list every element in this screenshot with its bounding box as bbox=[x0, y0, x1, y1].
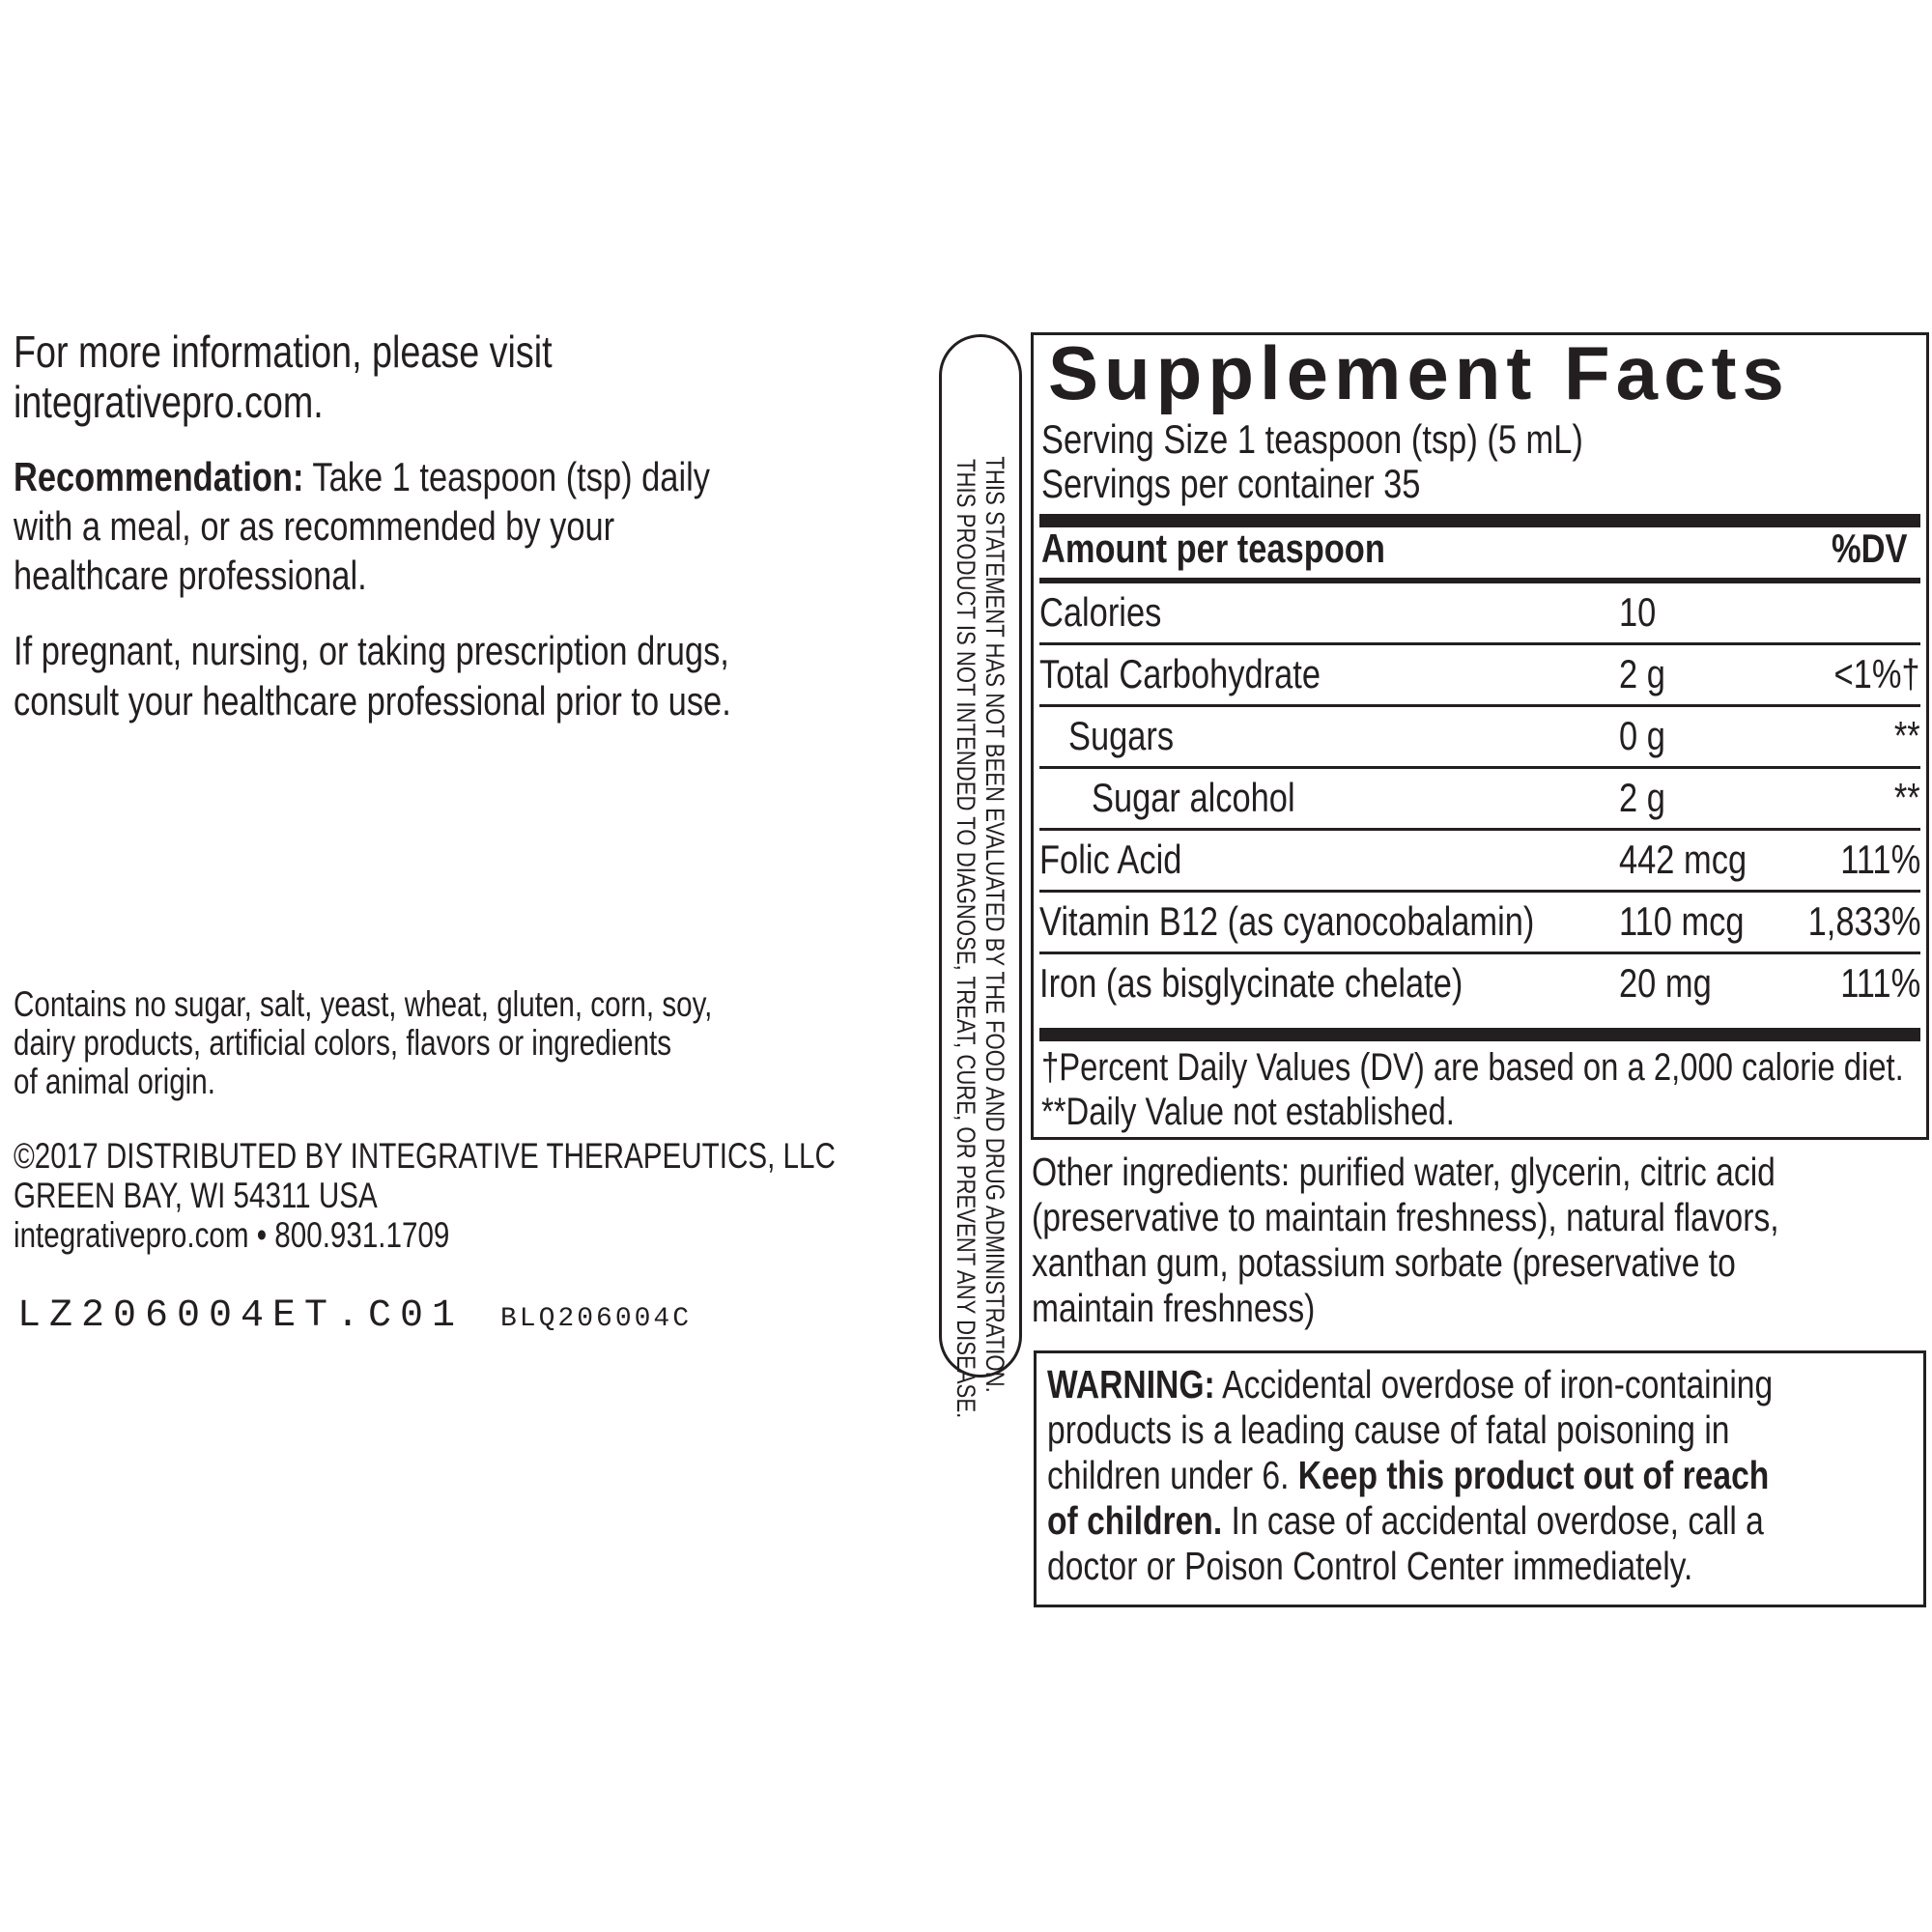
warning-line-3: children under 6. bbox=[1047, 1453, 1298, 1497]
nutrient-amount: 442 mcg bbox=[1619, 837, 1747, 882]
disclaimer-line-2: THIS PRODUCT IS NOT INTENDED TO DIAGNOSE, TREAT, CURE, OR PREVENT ANY DISEASE. bbox=[952, 459, 980, 1419]
nutrient-amount: 20 mg bbox=[1619, 960, 1712, 1006]
serving-size: Serving Size 1 teaspoon (tsp) (5 mL) bbox=[1041, 416, 1583, 462]
warning-line-1: Accidental overdose of iron-containing bbox=[1214, 1362, 1774, 1406]
nutrient-amount: 2 g bbox=[1619, 775, 1665, 820]
nutrient-name: Iron (as bisglycinate chelate) bbox=[1039, 960, 1463, 1006]
contains-line-1: Contains no sugar, salt, yeast, wheat, gluten, corn, soy, bbox=[14, 984, 713, 1024]
nutrient-table bbox=[1039, 583, 1920, 1016]
disclaimer-line-1: THIS STATEMENT HAS NOT BEEN EVALUATED BY THE FOOD AND DRUG ADMINISTRATION. bbox=[980, 456, 1009, 1393]
footnote-not-established: **Daily Value not established. bbox=[1041, 1091, 1455, 1133]
nutrient-row bbox=[1039, 831, 1920, 893]
footnote-dv: †Percent Daily Values (DV) are based on a 2,000 calorie diet. bbox=[1041, 1046, 1904, 1089]
nutrient-row bbox=[1039, 769, 1920, 831]
nutrient-row bbox=[1039, 707, 1920, 769]
warning-line-5: doctor or Poison Control Center immediately. bbox=[1047, 1544, 1693, 1588]
nutrient-daily-value: 111% bbox=[1840, 960, 1920, 1006]
nutrient-name: Calories bbox=[1039, 589, 1162, 635]
other-line-3: xanthan gum, potassium sorbate (preservative to bbox=[1032, 1240, 1736, 1285]
reco-line-1: Take 1 teaspoon (tsp) daily bbox=[303, 454, 710, 499]
preg-line-2: consult your healthcare professional prior to use. bbox=[14, 678, 731, 724]
nutrient-name: Vitamin B12 (as cyanocobalamin) bbox=[1039, 898, 1535, 944]
nutrient-name: Sugars bbox=[1068, 713, 1175, 758]
warning-line-4: In case of accidental overdose, call a bbox=[1222, 1498, 1764, 1543]
amount-header: Amount per teaspoon bbox=[1041, 526, 1385, 571]
nutrient-amount: 0 g bbox=[1619, 713, 1665, 758]
preg-line-1: If pregnant, nursing, or taking prescription drugs, bbox=[14, 628, 729, 673]
fda-disclaimer bbox=[952, 354, 1009, 1419]
other-line-4: maintain freshness) bbox=[1032, 1286, 1316, 1330]
reco-line-2: with a meal, or as recommended by your bbox=[14, 503, 615, 549]
warning-keep-away-b: of children. bbox=[1047, 1498, 1223, 1543]
other-ingredients bbox=[1032, 1150, 1932, 1331]
nutrient-amount: 10 bbox=[1619, 589, 1657, 635]
distributor-info bbox=[14, 1136, 1041, 1255]
dist-line-1: ©2017 DISTRIBUTED BY INTEGRATIVE THERAPEUTICS, LLC bbox=[14, 1136, 836, 1176]
lot-code: LZ206004ET.C01 bbox=[17, 1294, 465, 1338]
serving-info bbox=[1041, 417, 1702, 506]
recommendation-label: Recommendation: bbox=[14, 454, 304, 499]
dist-line-3: integrativepro.com • 800.931.1709 bbox=[14, 1215, 450, 1255]
warning-line-2: products is a leading cause of fatal poisoning in bbox=[1047, 1407, 1730, 1452]
nutrient-amount: 2 g bbox=[1619, 651, 1665, 696]
warning-keep-away-a: Keep this product out of reach bbox=[1297, 1453, 1770, 1497]
contains-line-2: dairy products, artificial colors, flavors or ingredients bbox=[14, 1023, 672, 1063]
nutrient-row bbox=[1039, 583, 1920, 645]
pregnancy-caution bbox=[14, 626, 889, 726]
warning-label: WARNING: bbox=[1047, 1362, 1215, 1406]
facts-footnotes bbox=[1041, 1045, 1932, 1134]
nutrient-name: Folic Acid bbox=[1039, 837, 1182, 882]
servings-per-container: Servings per container 35 bbox=[1041, 461, 1421, 506]
contains-line-3: of animal origin. bbox=[14, 1062, 215, 1101]
batch-code: BLQ206004C bbox=[500, 1304, 693, 1334]
info-line-2: integrativepro.com. bbox=[14, 377, 324, 427]
nutrient-row bbox=[1039, 893, 1920, 954]
nutrient-daily-value: 1,833% bbox=[1807, 898, 1920, 944]
thick-divider-bottom bbox=[1039, 1028, 1920, 1041]
info-line-1: For more information, please visit bbox=[14, 327, 553, 377]
dist-line-2: GREEN BAY, WI 54311 USA bbox=[14, 1176, 378, 1215]
iron-warning bbox=[1047, 1362, 1932, 1589]
nutrient-daily-value: 111% bbox=[1840, 837, 1920, 882]
nutrient-daily-value: ** bbox=[1894, 713, 1920, 758]
more-info-text bbox=[14, 327, 670, 427]
nutrient-name: Total Carbohydrate bbox=[1039, 651, 1321, 696]
nutrient-name: Sugar alcohol bbox=[1092, 775, 1295, 820]
dv-header: %DV bbox=[1832, 526, 1908, 571]
nutrient-amount: 110 mcg bbox=[1619, 898, 1745, 944]
nutrient-daily-value: <1%† bbox=[1833, 651, 1920, 696]
supplement-facts-title: Supplement Facts bbox=[1048, 330, 1790, 415]
allergen-statement bbox=[14, 985, 887, 1101]
reco-line-3: healthcare professional. bbox=[14, 553, 367, 598]
other-line-1: Other ingredients: purified water, glycerin, citric acid bbox=[1032, 1150, 1776, 1194]
nutrient-row bbox=[1039, 954, 1920, 1016]
nutrient-row bbox=[1039, 645, 1920, 707]
recommendation-text bbox=[14, 452, 863, 600]
other-line-2: (preservative to maintain freshness), natural flavors, bbox=[1032, 1195, 1779, 1239]
nutrient-daily-value: ** bbox=[1894, 775, 1920, 820]
